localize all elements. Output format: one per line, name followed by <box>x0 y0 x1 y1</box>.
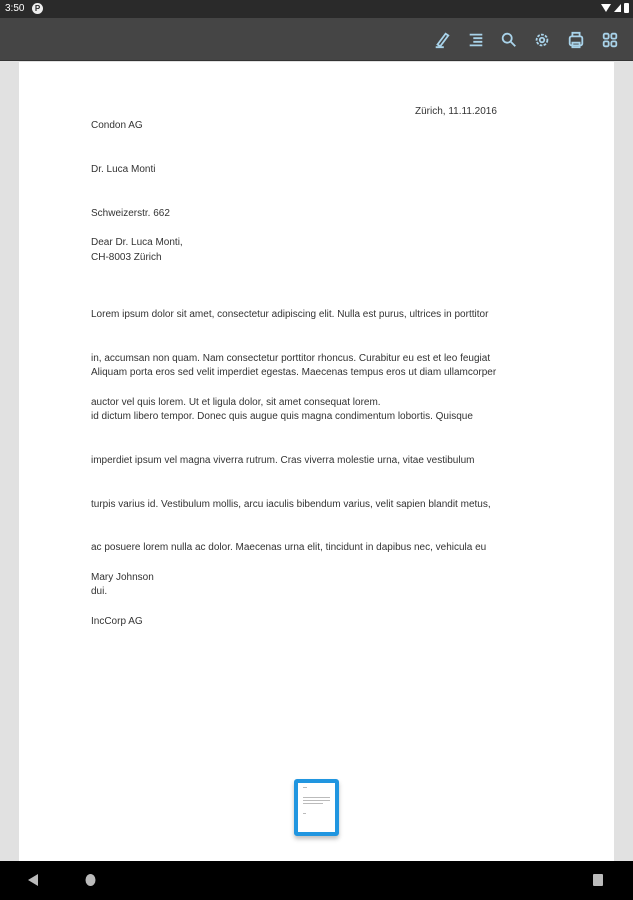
search-icon[interactable] <box>498 29 520 51</box>
notification-app-icon: P <box>32 3 43 14</box>
back-icon[interactable] <box>28 874 38 886</box>
home-icon[interactable] <box>85 874 96 886</box>
text-line: turpis varius id. Vestibulum mollis, arcu iaculis bibendum varius, velit sapien blandit metus, <box>91 498 491 510</box>
sender-address <box>91 90 170 294</box>
annotate-pen-icon[interactable] <box>431 29 453 51</box>
sender-line: Condon AG <box>91 120 143 132</box>
text-line: id dictum libero tempor. Donec quis augue quis magna condimentum lobortis. Quisque <box>91 410 473 422</box>
text-line: auctor vel quis lorem. Ut et ligula dolor, sit amet consequat lorem. <box>91 396 381 408</box>
signal-icon <box>614 4 621 12</box>
battery-icon <box>624 3 629 13</box>
text-line: dui. <box>91 586 108 598</box>
print-icon[interactable] <box>565 29 587 51</box>
sender-line: Schweizerstr. 662 <box>91 207 170 219</box>
signature-company: IncCorp AG <box>91 615 143 627</box>
grid-view-icon[interactable] <box>599 29 621 51</box>
settings-gear-icon[interactable] <box>531 29 553 51</box>
navigation-bar <box>0 861 633 900</box>
signature-name: Mary Johnson <box>91 572 154 584</box>
text-line: imperdiet ipsum vel magna viverra rutrum. Cras viverra molestie urna, vitae vestibulum <box>91 454 475 466</box>
letter-date: Zürich, 11.11.2016 <box>415 106 497 117</box>
document-page[interactable] <box>19 62 614 861</box>
toolbar <box>0 18 633 61</box>
recents-icon[interactable] <box>593 874 603 886</box>
salutation: Dear Dr. Luca Monti, <box>91 237 183 248</box>
sender-line: Dr. Luca Monti <box>91 163 156 175</box>
page-thumbnail[interactable] <box>294 779 339 836</box>
text-line: Lorem ipsum dolor sit amet, consectetur adipiscing elit. Nulla est purus, ultrices in porttitor <box>91 309 489 321</box>
text-line: in, accumsan non quam. Nam consectetur porttitor rhoncus. Curabitur eu est et leo feugiat <box>91 352 491 364</box>
outline-list-icon[interactable] <box>465 29 487 51</box>
wifi-icon <box>601 4 611 12</box>
status-bar <box>0 0 633 18</box>
text-line: Aliquam porta eros sed velit imperdiet egestas. Maecenas tempus eros ut diam ullamcorper <box>91 367 497 379</box>
sender-line: CH-8003 Zürich <box>91 251 162 263</box>
signature <box>91 542 154 659</box>
text-line: ac posuere lorem nulla ac dolor. Maecenas urna elit, tincidunt in dapibus nec, vehicula eu <box>91 542 487 554</box>
status-time: 3:50 <box>5 3 25 14</box>
